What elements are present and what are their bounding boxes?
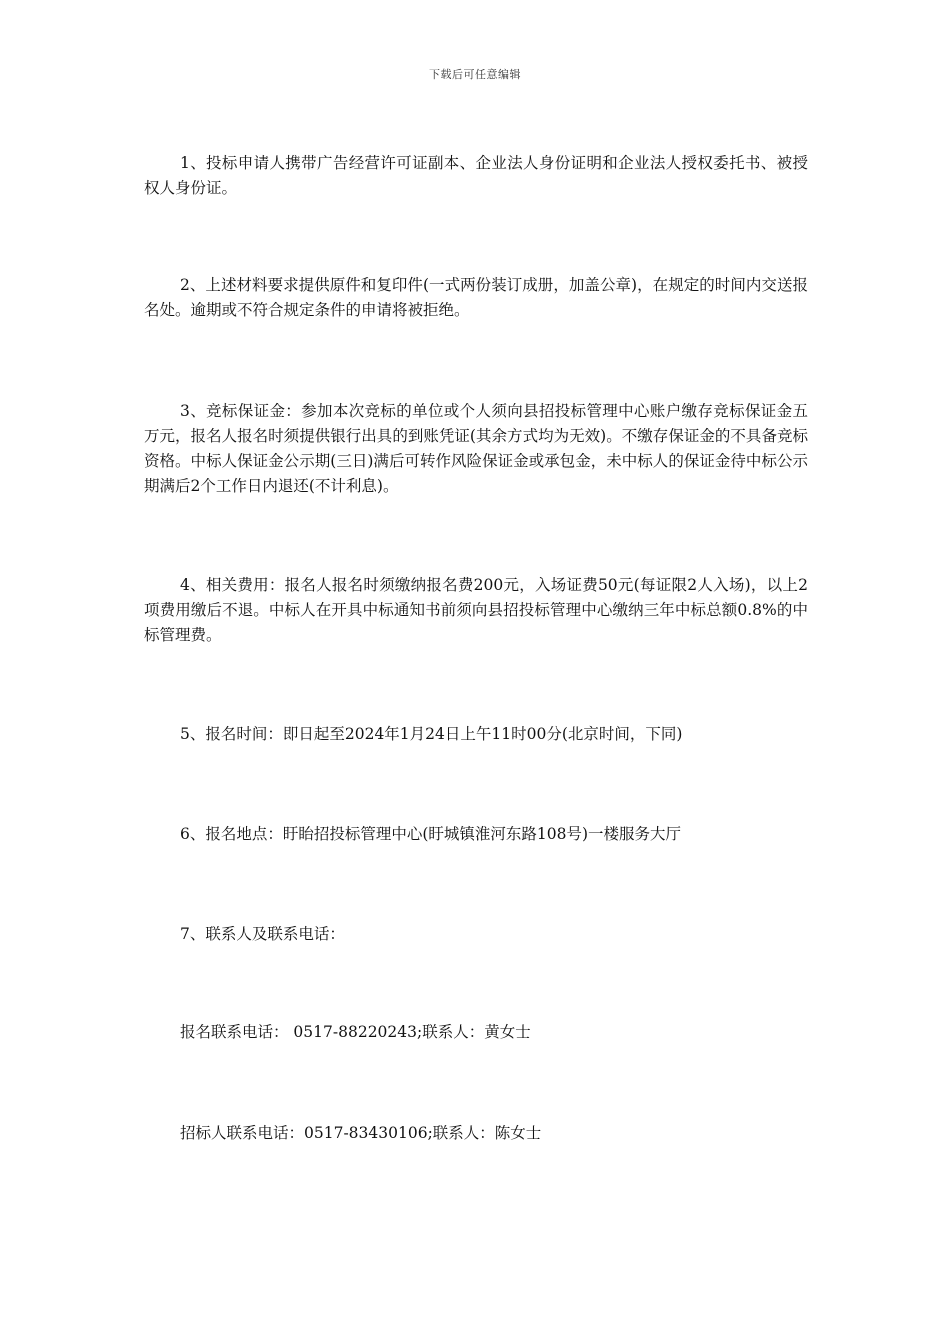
paragraph-registration-contact: 报名联系电话： 0517-88220243;联系人：黄女士	[180, 1023, 531, 1041]
paragraph-related-fees: 4、相关费用：报名人报名时须缴纳报名费200元，入场证费50元(每证限2人入场)，以上2项费用缴后不退。中标人在开具中标通知书前须向县招投标管理中心缴纳三年中标总额0.8%的中标管理费。	[144, 576, 808, 644]
paragraph-material-requirements: 2、上述材料要求提供原件和复印件(一式两份装订成册，加盖公章)，在规定的时间内交送报名处。逾期或不符合规定条件的申请将被拒绝。	[144, 276, 808, 319]
paragraph-contacts-heading: 7、联系人及联系电话：	[180, 925, 345, 943]
paragraph-bidder-documents: 1、投标申请人携带广告经营许可证副本、企业法人身份证明和企业法人授权委托书、被授权人身份证。	[144, 154, 808, 197]
paragraph-bid-deposit: 3、竞标保证金：参加本次竞标的单位或个人须向县招投标管理中心账户缴存竞标保证金五万元，报名人报名时须提供银行出具的到账凭证(其余方式均为无效)。不缴存保证金的不具备竞标资格。中标人保证金公示期(三日)满后可转作风险保证金或承包金，未中标人的保证金待中标公示期满后2个工作日内退还(不计利息)。	[144, 402, 808, 495]
paragraph-registration-location: 6、报名地点：盱眙招投标管理中心(盱城镇淮河东路108号)一楼服务大厅	[180, 825, 682, 843]
page-header: 下载后可任意编辑	[429, 68, 521, 81]
paragraph-tenderer-contact: 招标人联系电话：0517-83430106;联系人：陈女士	[180, 1124, 542, 1142]
paragraph-registration-time: 5、报名时间：即日起至2024年1月24日上午11时00分(北京时间，下同)	[180, 725, 683, 743]
